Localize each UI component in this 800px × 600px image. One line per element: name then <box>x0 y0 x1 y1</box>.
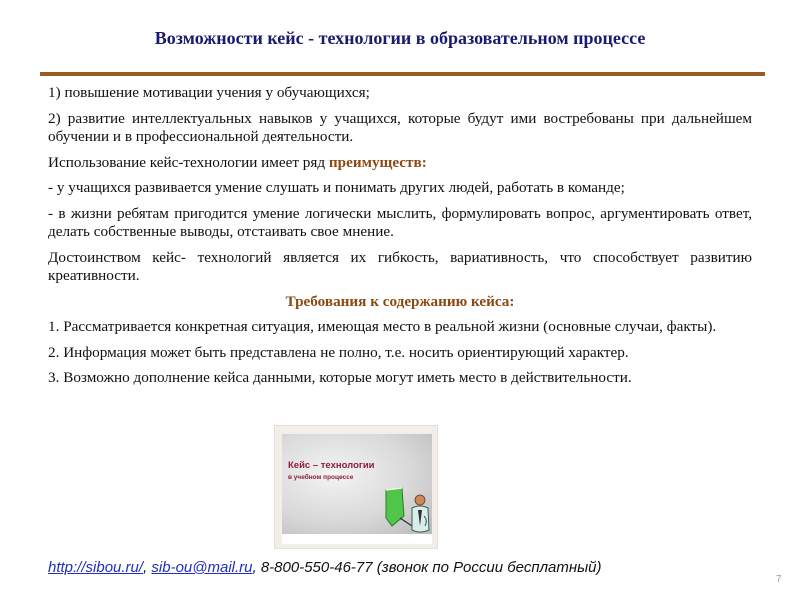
picture-slide <box>282 434 432 544</box>
website-link[interactable]: http://sibou.ru/ <box>48 559 144 576</box>
phone-text: 8-800-550-46-77 (звонок по России бесплатный) <box>260 559 602 576</box>
advantages-intro-text: Использование кейс-технологии имеет ряд <box>48 153 329 171</box>
advantages-keyword: преимуществ: <box>328 153 427 171</box>
picture-title: Кейс – технологии <box>288 460 375 471</box>
requirement-item-1: 1. Рассматривается конкретная ситуация, имеющая место в реальной жизни (основные случаи, факты). <box>48 318 717 335</box>
footer-separator: , <box>143 559 152 576</box>
requirement-item-2: 2. Информация может быть представлена не полно, т.е. носить ориентирующий характер. <box>48 343 629 361</box>
goal-item-2: 2) развитие интеллектуальных навыков у учащихся, которые будут ими востребованы при дальнейшем обучении и в профессиональной деятельности. <box>48 109 752 145</box>
merit-paragraph: Достоинством кейс- технологий является их гибкость, вариативность, что способствует развитию креативности. <box>48 248 752 284</box>
case-technology-picture <box>274 425 438 549</box>
goal-item-1: 1) повышение мотивации учения у обучающихся; <box>48 84 370 101</box>
requirement-item-3: 3. Возможно дополнение кейса данными, которые могут иметь место в действительности. <box>48 369 632 386</box>
page-number: 7 <box>776 574 782 585</box>
advantages-intro <box>48 154 752 173</box>
title-divider <box>40 72 765 76</box>
advantage-item-1: - у учащихся развивается умение слушать и понимать других людей, работать в команде; <box>48 179 625 196</box>
requirements-heading: Требования к содержанию кейса: <box>285 292 515 310</box>
teacher-with-board-icon <box>382 486 432 534</box>
slide-content <box>48 84 752 395</box>
email-link[interactable]: sib-ou@mail.ru <box>151 559 253 576</box>
slide-title: Возможности кейс - технологии в образовательном процессе <box>154 28 646 48</box>
advantage-item-2: - в жизни ребятам пригодится умение логически мыслить, формулировать вопрос, аргументировать ответ, делать собственные выводы, отстаивать свое мнение. <box>48 204 752 240</box>
footer-separator: , <box>252 559 261 576</box>
contact-footer <box>48 559 602 576</box>
picture-subtitle: в учебном процессе <box>288 474 354 481</box>
